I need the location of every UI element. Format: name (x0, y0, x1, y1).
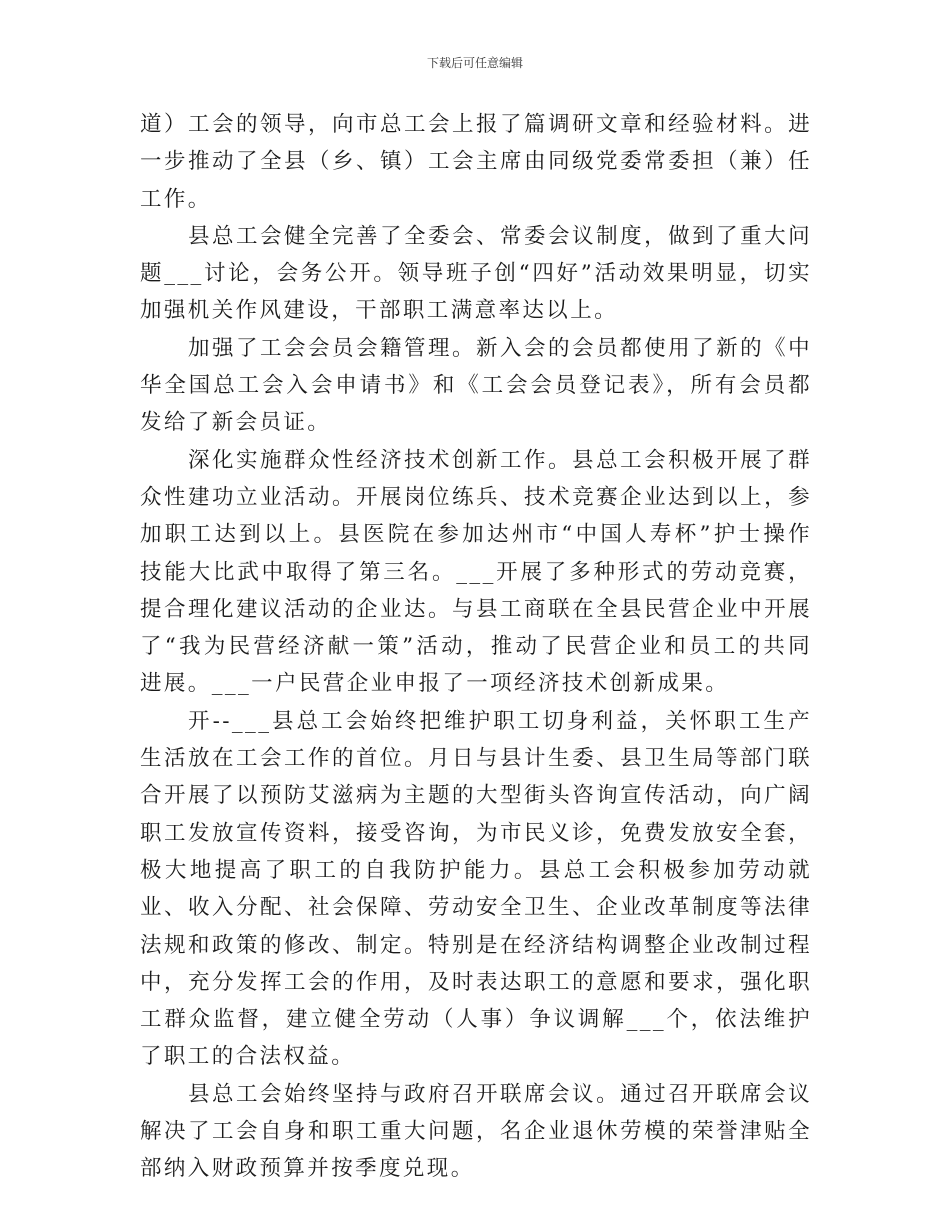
page-header-note: 下载后可任意编辑 (426, 56, 523, 70)
paragraph-6: 县总工会始终坚持与政府召开联席会议。通过召开联席会议解决了工会自身和职工重大问题，名企业退休劳模的荣誉津贴全部纳入财政预算并按季度兑现。 (140, 1081, 812, 1182)
paragraph-1: 道）工会的领导，向市总工会上报了篇调研文章和经验材料。进一步推动了全县（乡、镇）工会主席由同级党委常委担（兼）任工作。 (140, 112, 812, 212)
paragraph-4: 深化实施群众性经济技术创新工作。县总工会积极开展了群众性建功立业活动。开展岗位练兵、技术竞赛企业达到以上，参加职工达到以上。县医院在参加达州市“中国人寿杯”护士操作技能大比武中取得了第三名。___开展了多种形式的劳动竞赛，提合理化建议活动的企业达。与县工商联在全县民营企业中开展了“我为民营经济献一策”活动，推动了民营企业和员工的共同进展。___一户民营企业申报了一项经济技术创新成果。 (140, 447, 812, 697)
document-body (140, 106, 812, 1188)
paragraph-3: 加强了工会会员会籍管理。新入会的会员都使用了新的《中华全国总工会入会申请书》和《工会会员登记表》，所有会员都发给了新会员证。 (140, 335, 812, 436)
paragraph-2: 县总工会健全完善了全委会、常委会议制度，做到了重大问题___讨论，会务公开。领导班子创“四好”活动效果明显，切实加强机关作风建设，干部职工满意率达以上。 (140, 223, 812, 324)
paragraph-5: 开--___县总工会始终把维护职工切身利益，关怀职工生产生活放在工会工作的首位。月日与县计生委、县卫生局等部门联合开展了以预防艾滋病为主题的大型街头咨询宣传活动，向广阔职工发放宣传资料，接受咨询，为市民义诊，免费发放安全套，极大地提高了职工的自我防护能力。县总工会积极参加劳动就业、收入分配、社会保障、劳动安全卫生、企业改革制度等法律法规和政策的修改、制定。特别是在经济结构调整企业改制过程中，充分发挥工会的作用，及时表达职工的意愿和要求，强化职工群众监督，建立健全劳动（人事）争议调解___个，依法维护了职工的合法权益。 (140, 708, 812, 1070)
